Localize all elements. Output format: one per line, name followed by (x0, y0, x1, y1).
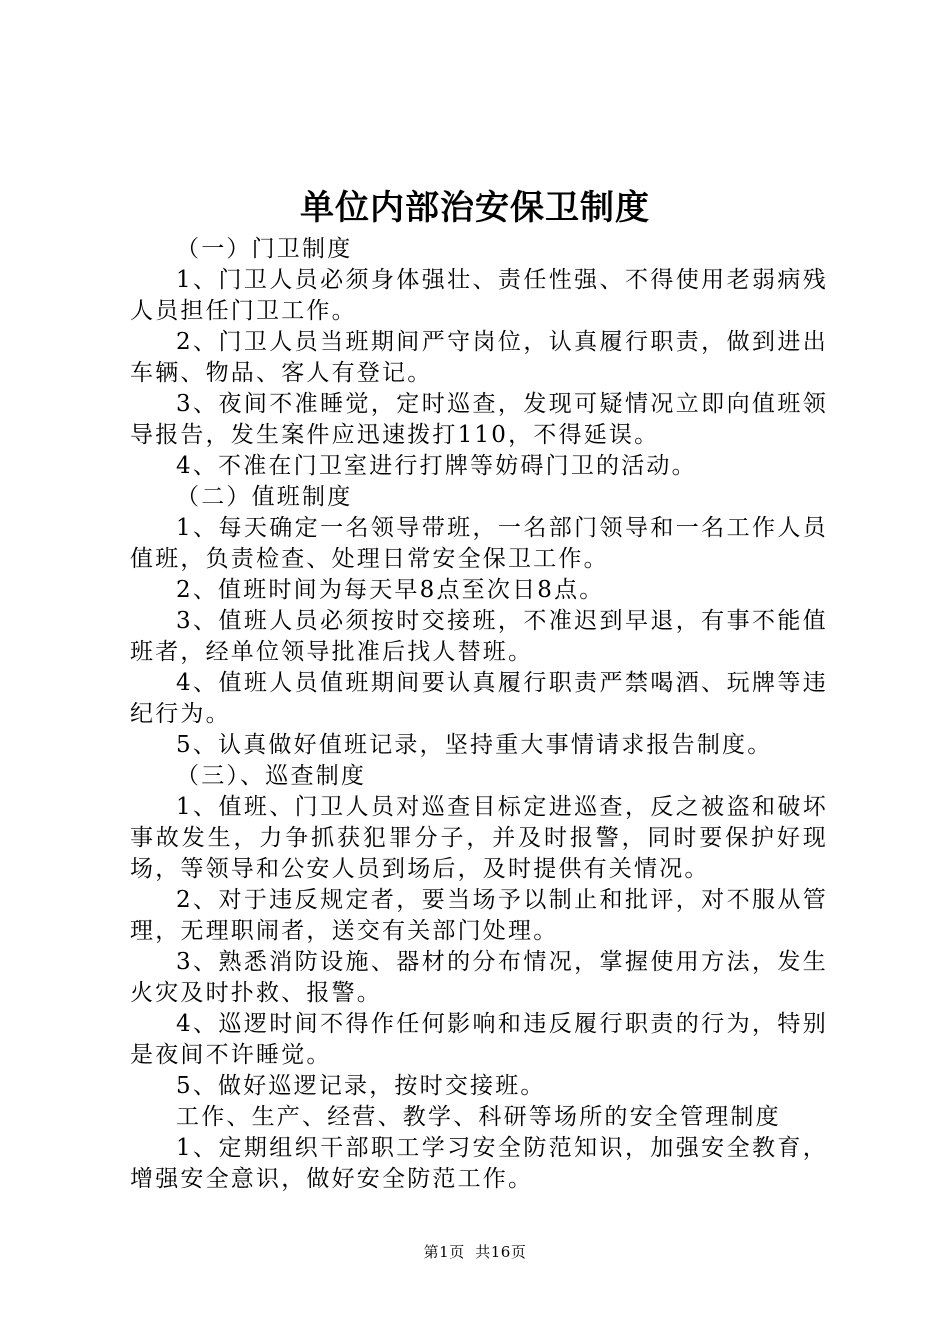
document-title: 单位内部治安保卫制度 (300, 188, 650, 228)
paragraph: 3、熟悉消防设施、器材的分布情况，掌握使用方法，发生火灾及时扑救、报警。 (130, 949, 828, 1006)
section-heading-duty: （二）值班制度 (176, 484, 353, 510)
paragraph: 2、门卫人员当班期间严守岗位，认真履行职责，做到进出车辆、物品、客人有登记。 (130, 329, 828, 386)
page-number-label: 第1页 共16页 (423, 1243, 527, 1261)
paragraph: 4、不准在门卫室进行打牌等妨碍门卫的活动。 (176, 453, 697, 479)
paragraph: 3、夜间不准睡觉，定时巡查，发现可疑情况立即向值班领导报告，发生案件应迅速拨打110，不得延误。 (130, 391, 828, 448)
paragraph: 1、定期组织干部职工学习安全防范知识，加强安全教育，增强安全意识，做好安全防范工作。 (130, 1135, 828, 1192)
paragraph: 1、门卫人员必须身体强壮、责任性强、不得使用老弱病残人员担任门卫工作。 (130, 267, 828, 324)
paragraph: 2、对于违反规定者，要当场予以制止和批评，对不服从管理，无理职闹者，送交有关部门处理。 (130, 887, 828, 944)
paragraph: 5、做好巡逻记录，按时交接班。 (176, 1073, 546, 1099)
section-heading-workplace-safety: 工作、生产、经营、教学、科研等场所的安全管理制度 (176, 1104, 781, 1130)
paragraph: 2、值班时间为每天早8点至次日8点。 (176, 577, 605, 603)
section-heading-gate: （一）门卫制度 (176, 236, 353, 262)
paragraph: 4、值班人员值班期间要认真履行职责严禁喝酒、玩牌等违纪行为。 (130, 670, 828, 727)
page-footer (0, 1242, 950, 1262)
paragraph: 1、每天确定一名领导带班，一名部门领导和一名工作人员值班，负责检查、处理日常安全保卫工作。 (130, 515, 828, 572)
section-heading-patrol: （三）、巡查制度 (176, 763, 367, 789)
paragraph: 3、值班人员必须按时交接班，不准迟到早退，有事不能值班者，经单位领导批准后找人替班。 (130, 608, 828, 665)
document-body (130, 234, 828, 1195)
paragraph: 5、认真做好值班记录，坚持重大事情请求报告制度。 (176, 732, 773, 758)
paragraph: 4、巡逻时间不得作任何影响和违反履行职责的行为，特别是夜间不许睡觉。 (130, 1011, 828, 1068)
paragraph: 1、值班、门卫人员对巡查目标定进巡查，反之被盗和破坏事故发生，力争抓获犯罪分子，并及时报警，同时要保护好现场，等领导和公安人员到场后，及时提供有关情况。 (130, 794, 828, 882)
